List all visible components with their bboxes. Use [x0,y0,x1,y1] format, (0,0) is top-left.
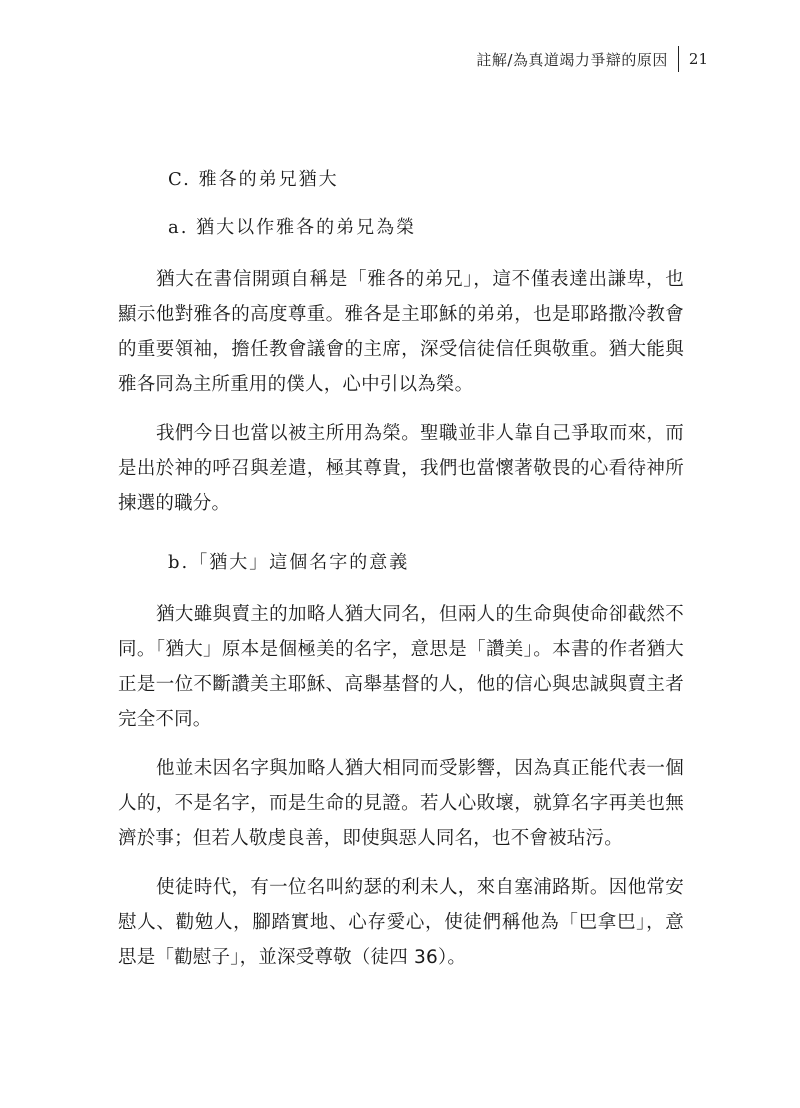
running-header-title: 註解/為真道竭力爭辯的原因 [476,50,668,69]
paragraph: 他並未因名字與加略人猶大相同而受影響，因為真正能代表一個人的，不是名字，而是生命的見證。若人心敗壞，就算名字再美也無濟於事；但若人敬虔良善，即使與惡人同名，也不會被玷污。 [118,758,684,849]
paragraph: 我們今日也當以被主所用為榮。聖職並非人靠自己爭取而來，而是出於神的呼召與差遣，極其尊貴，我們也當懷著敬畏的心看待神所揀選的職分。 [118,423,684,514]
section-heading-c: C. 雅各的弟兄猶大 [168,169,339,190]
paragraph: 猶大雖與賣主的加略人猶大同名，但兩人的生命與使命卻截然不同。「猶大」原本是個極美的名字，意思是「讚美」。本書的作者猶大正是一位不斷讚美主耶穌、高舉基督的人，他的信心與忠誠與賣主者完全不同。 [118,604,684,730]
header-divider [678,46,679,72]
subheading-a: a. 猶大以作雅各的弟兄為榮 [168,217,417,238]
subheading-b: b.「猶大」這個名字的意義 [168,552,410,573]
paragraph: 猶大在書信開頭自稱是「雅各的弟兄」，這不僅表達出謙卑，也顯示他對雅各的高度尊重。雅各是主耶穌的弟弟，也是耶路撒冷教會的重要領袖，擔任教會議會的主席，深受信徒信任與敬重。猶大能與雅各同為主所重用的僕人，心中引以為榮。 [118,269,684,395]
page-number: 21 [688,50,708,68]
paragraph: 使徒時代，有一位名叫約瑟的利未人，來自塞浦路斯。因他常安慰人、勸勉人，腳踏實地、心存愛心，使徒們稱他為「巴拿巴」，意思是「勸慰子」，並深受尊敬（徒四 36）。 [118,877,684,968]
page-body [118,160,684,989]
running-header [476,46,708,72]
